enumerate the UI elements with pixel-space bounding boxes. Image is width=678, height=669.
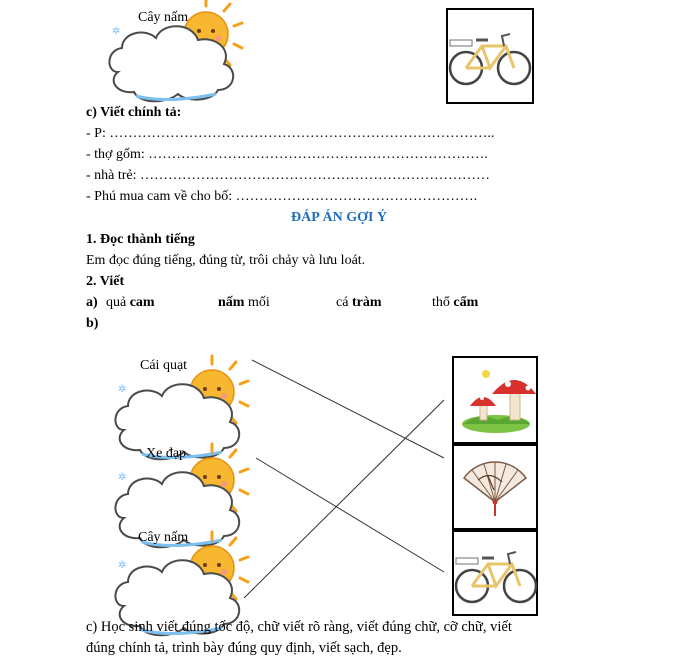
part1-heading: 1. Đọc thành tiếng: [86, 232, 195, 247]
part1-text: Em đọc đúng tiếng, đúng từ, trôi chảy và lưu loát.: [86, 253, 366, 268]
match-line-quat: [252, 360, 444, 458]
cloud-label-1: Cái quạt: [140, 358, 188, 373]
section-c-item: - P: ………………………………………………………………………..: [86, 126, 495, 141]
part2-a-label: a): [86, 295, 98, 310]
mushroom-image: [452, 356, 538, 444]
answer-title: ĐÁP ÁN GỢI Ý: [290, 210, 388, 225]
mushroom-icon: [458, 364, 532, 436]
cloud-label-2: Xe đạp: [146, 446, 187, 461]
cloud-label-3: Cây nấm: [138, 530, 189, 545]
section-c-heading-text: c) Viết chính tả:: [86, 105, 182, 120]
answer-word-4: thổ cẩm: [432, 295, 479, 310]
answer-word-3: cá tràm: [336, 295, 382, 310]
bicycle-image-b: [452, 530, 538, 616]
section-c-item: - nhà trẻ: …………………………………………………………………: [86, 168, 491, 183]
fan-image: [452, 444, 538, 530]
top-cloud-label: Cây nấm: [138, 10, 189, 25]
answer-word-1: quả cam: [106, 295, 155, 310]
part2-b-label: b): [86, 316, 99, 331]
bicycle-icon: [450, 542, 542, 612]
section-c-item: - Phú mua cam về cho bố: …………………………………………….: [86, 189, 478, 204]
answer-word-2: nấm mối: [218, 295, 270, 310]
match-line-xedap: [256, 458, 444, 572]
hand-fan-icon: [458, 450, 532, 524]
part2-c-line1: c) Học sinh viết đúng tốc độ, chữ viết rõ ràng, viết đúng chữ, cỡ chữ, viết: [86, 619, 512, 635]
match-line-nam: [244, 400, 444, 598]
part2-heading: 2. Viết: [86, 274, 125, 289]
section-c-item: - thợ gốm: ……………………………………………………………….: [86, 147, 488, 162]
part2-c-line2: đúng chính tả, trình bày đúng quy định, viết sạch, đẹp.: [86, 640, 402, 656]
